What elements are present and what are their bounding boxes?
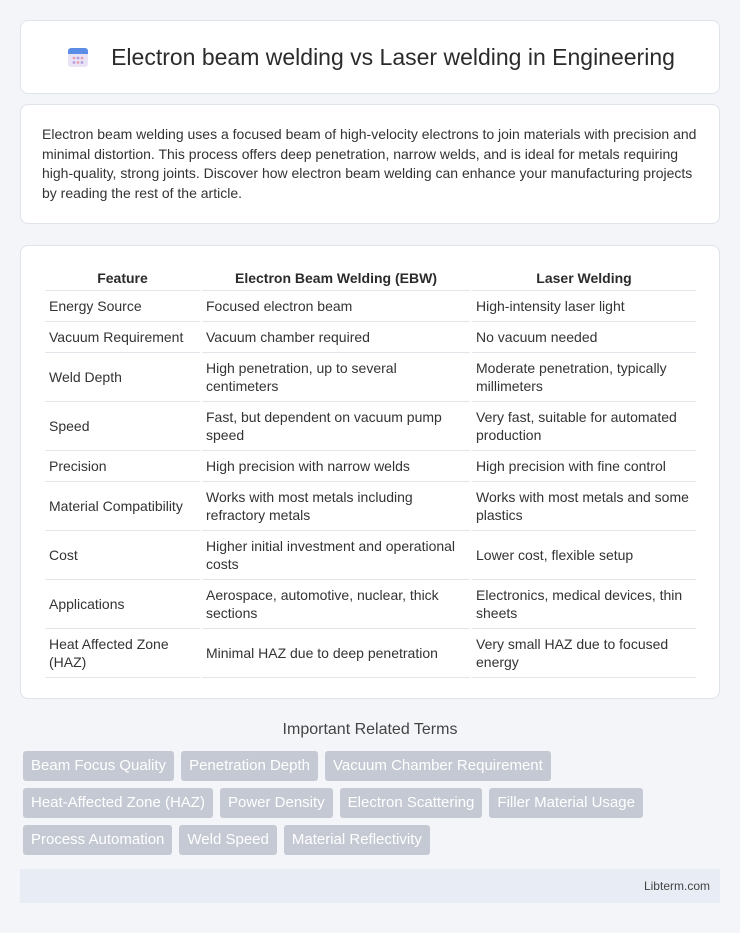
column-header-feature: Feature [45,266,200,291]
laser-cell: Very fast, suitable for automated production [472,402,696,451]
table-row [45,531,696,580]
term-tag[interactable]: Weld Speed [179,825,276,855]
term-tag[interactable]: Filler Material Usage [489,788,643,818]
related-terms-title: Important Related Terms [282,721,458,738]
laser-cell: Moderate penetration, typically millimeters [472,353,696,402]
feature-cell: Heat Affected Zone (HAZ) [45,629,200,678]
feature-cell: Cost [45,531,200,580]
feature-cell: Applications [45,580,200,629]
comparison-section [20,245,720,699]
laser-cell: Lower cost, flexible setup [472,531,696,580]
table-row [45,451,696,482]
related-terms-section [20,721,720,855]
ebw-cell: Works with most metals including refractory metals [202,482,470,531]
page-title: Electron beam welding vs Laser welding in Engineering [111,43,675,70]
feature-cell: Energy Source [45,291,200,322]
laser-cell: High-intensity laser light [472,291,696,322]
footer [20,869,720,903]
ebw-cell: Vacuum chamber required [202,322,470,353]
table-header-row [45,266,696,291]
term-tag[interactable]: Material Reflectivity [284,825,430,855]
term-tag[interactable]: Beam Focus Quality [23,751,174,781]
feature-cell: Speed [45,402,200,451]
laser-cell: Works with most metals and some plastics [472,482,696,531]
table-row [45,402,696,451]
term-tag[interactable]: Power Density [220,788,333,818]
term-tag[interactable]: Heat-Affected Zone (HAZ) [23,788,213,818]
table-row [45,353,696,402]
ebw-cell: Minimal HAZ due to deep penetration [202,629,470,678]
term-tag[interactable]: Process Automation [23,825,172,855]
ebw-cell: Fast, but dependent on vacuum pump speed [202,402,470,451]
feature-cell: Material Compatibility [45,482,200,531]
calendar-icon [65,44,91,70]
ebw-cell: Higher initial investment and operational costs [202,531,470,580]
feature-cell: Precision [45,451,200,482]
ebw-cell: High precision with narrow welds [202,451,470,482]
header [20,20,720,94]
table-row [45,482,696,531]
term-tag[interactable]: Vacuum Chamber Requirement [325,751,551,781]
laser-cell: No vacuum needed [472,322,696,353]
feature-cell: Weld Depth [45,353,200,402]
term-tag[interactable]: Electron Scattering [340,788,483,818]
ebw-cell: High penetration, up to several centimeters [202,353,470,402]
laser-cell: Electronics, medical devices, thin sheets [472,580,696,629]
table-row [45,322,696,353]
intro-text: Electron beam welding uses a focused beam of high-velocity electrons to join materials with precision and minimal distortion. This process offers deep penetration, narrow welds, and is ideal for metals requiring high-quality, strong joints. Discover how electron beam welding can enhance your manufacturing projects by reading the rest of the article. [42,126,697,201]
column-header-ebw: Electron Beam Welding (EBW) [202,266,470,291]
term-tag[interactable]: Penetration Depth [181,751,318,781]
comparison-table [43,266,698,678]
feature-cell: Vacuum Requirement [45,322,200,353]
laser-cell: High precision with fine control [472,451,696,482]
table-row [45,580,696,629]
related-terms-list [20,751,720,855]
footer-site-link[interactable]: Libterm.com [643,879,710,893]
column-header-laser: Laser Welding [472,266,696,291]
table-row [45,629,696,678]
ebw-cell: Focused electron beam [202,291,470,322]
intro-section [20,104,720,224]
table-row [45,291,696,322]
ebw-cell: Aerospace, automotive, nuclear, thick sections [202,580,470,629]
laser-cell: Very small HAZ due to focused energy [472,629,696,678]
